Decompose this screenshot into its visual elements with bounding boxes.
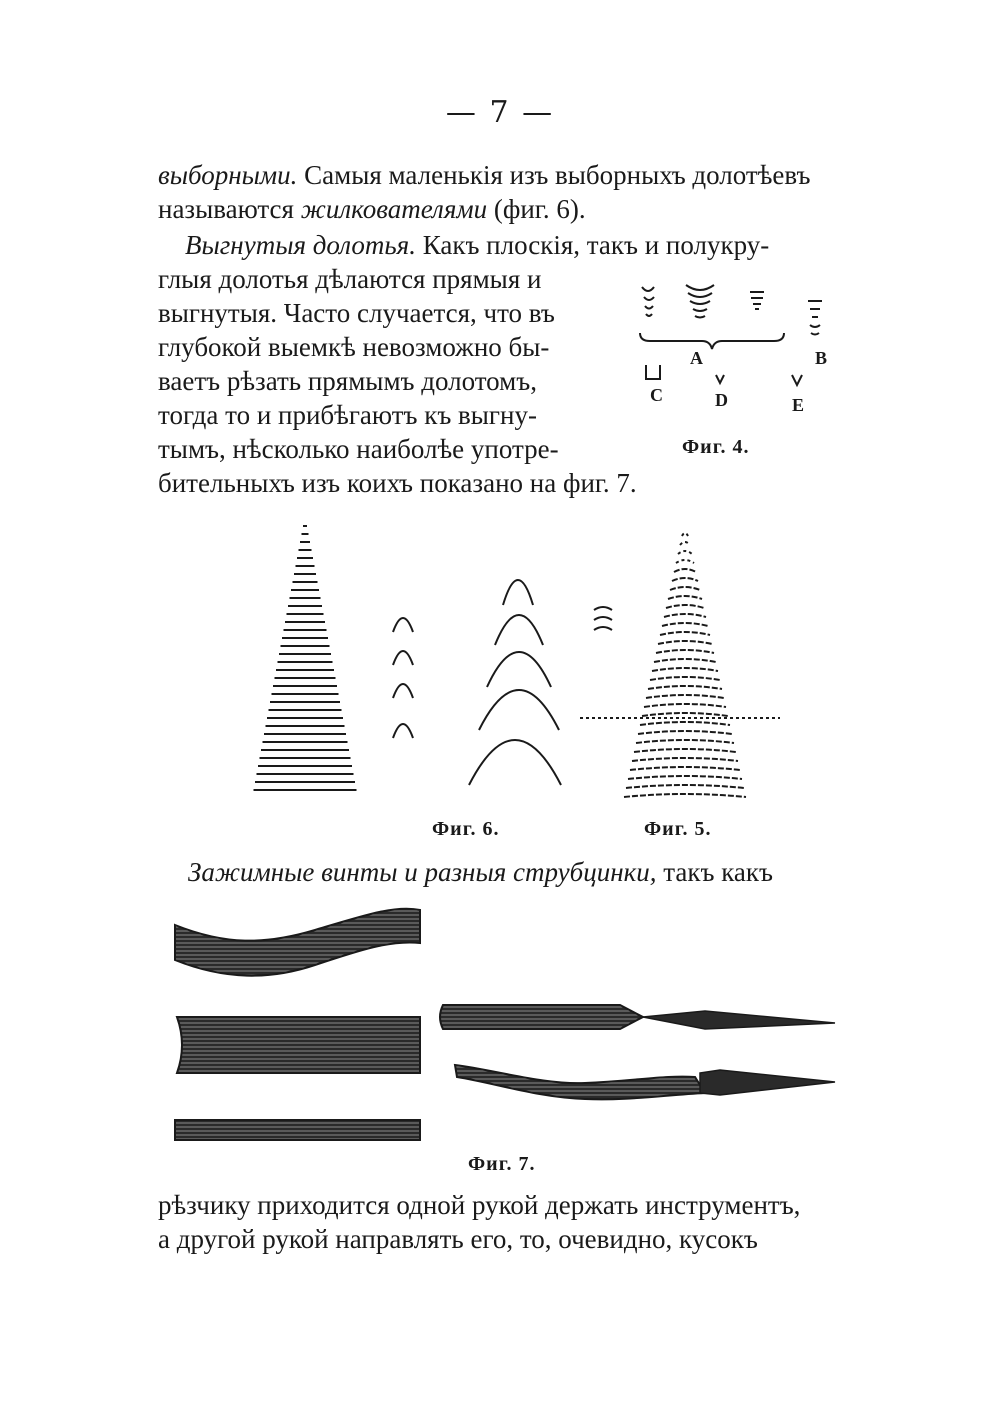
figure-5-arc (682, 533, 688, 536)
figure-5-arc (650, 677, 720, 680)
text-line: а другой рукой направлять его, то, очевидно, кусокъ (158, 1224, 758, 1254)
figure-5-arc (668, 596, 702, 599)
figure-4-label-b: B (815, 348, 828, 368)
figure-4-label-d: D (715, 390, 728, 410)
text-line: ваетъ рѣзать прямымъ долотомъ, (158, 366, 537, 396)
text-line: глубокой выемкѣ невозможно бы- (158, 332, 550, 362)
italic-term: Зажимные винты и разныя струбцинки, (188, 857, 657, 887)
figure-5-arc (672, 578, 698, 581)
figure-5-arc (660, 632, 710, 635)
text-line (188, 855, 773, 889)
text-line (158, 192, 586, 226)
text-line: бительныхъ изъ коихъ показано на фиг. 7. (158, 468, 637, 498)
figure-5-cone (580, 525, 790, 800)
figure-5-arc (670, 587, 700, 590)
text-span: Какъ плоскія, такъ и полукру- (415, 230, 770, 260)
text-line (185, 228, 769, 262)
figure-5-arc (654, 659, 716, 662)
figure-5-arc (634, 749, 736, 752)
figure-7-illustration (165, 905, 845, 1155)
figure-5-arc (636, 740, 734, 743)
figure-5-arc (664, 614, 706, 617)
italic-term: жилкователями (300, 194, 488, 224)
figure-5-arc (666, 605, 704, 608)
figure-6-triangle (250, 520, 370, 800)
figure-5-arc (626, 785, 744, 788)
figure-4-caption: Фиг. 4. (682, 436, 750, 458)
text-span: (фиг. 6). (487, 194, 586, 224)
figure-5-arc (648, 686, 722, 689)
figure-5-arc (678, 551, 692, 554)
figure-5-caption: Фиг. 5. (644, 818, 712, 840)
figure-5-arc (638, 731, 732, 734)
figure-4-label-a: A (690, 348, 703, 368)
figure-5-arc (646, 695, 724, 698)
figure-5-arc (630, 767, 740, 770)
text-span: такъ какъ (656, 857, 773, 887)
figure-5-arc (656, 650, 714, 653)
figure-5-arc (680, 542, 690, 545)
italic-term: выборными. (158, 160, 298, 190)
figure-5-arc (662, 623, 708, 626)
italic-term: Выгнутыя долотья. (185, 230, 416, 260)
figure-5-arc (644, 704, 726, 707)
figure-5-arc (658, 641, 712, 644)
figure-5-arc (624, 794, 746, 797)
text-line: тогда то и прибѣгаютъ къ выгну- (158, 400, 537, 430)
figure-4-label-e: E (792, 395, 805, 415)
figure-7-caption: Фиг. 7. (468, 1153, 536, 1175)
figure-4-label-c: C (650, 385, 663, 405)
figure-5-arc (652, 668, 718, 671)
figure-6-caption: Фиг. 6. (432, 818, 500, 840)
figure-6-small-arcs (385, 610, 425, 750)
figure-5-arc (642, 713, 728, 716)
text-line: рѣзчику приходится одной рукой держать инструментъ, (158, 1190, 801, 1220)
figure-5-arc (676, 560, 694, 563)
text-line (158, 158, 810, 192)
text-line: глыя долотья дѣлаются прямыя и (158, 264, 542, 294)
page-number: — 7 — (445, 95, 555, 130)
text-span: называются (158, 194, 301, 224)
figure-5-arc (640, 722, 730, 725)
text-span: Самыя маленькія изъ выборныхъ долотѣевъ (297, 160, 811, 190)
figure-5-arc (628, 776, 742, 779)
text-line: выгнутыя. Часто случается, что въ (158, 298, 555, 328)
figure-5-arc (674, 569, 696, 572)
figure-6-large-arcs (455, 565, 565, 795)
text-line: тымъ, нѣсколько наиболѣе употре- (158, 434, 559, 464)
figure-5-arc (632, 758, 738, 761)
